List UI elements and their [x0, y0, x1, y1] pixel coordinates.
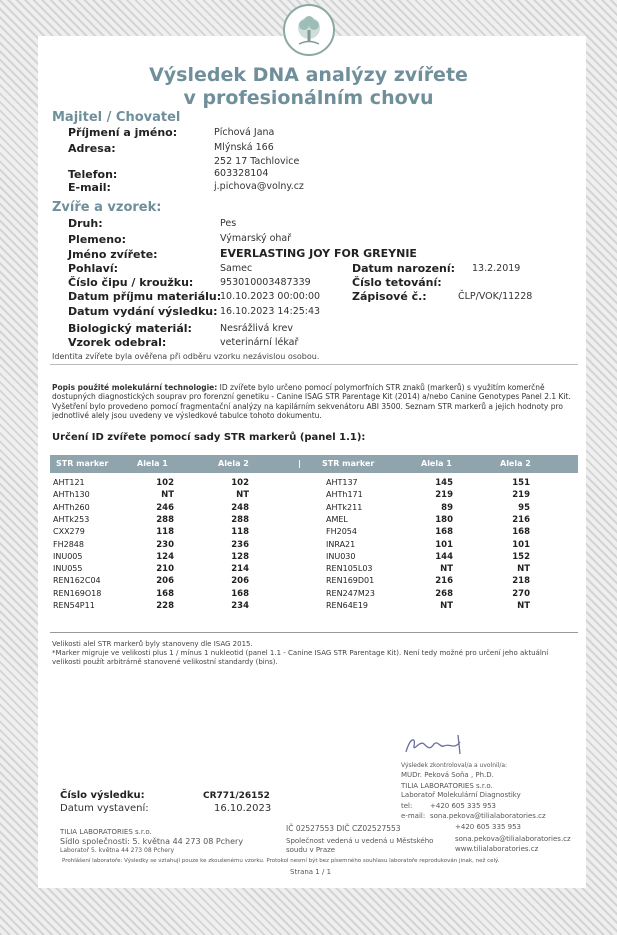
allele2-value: 206 — [231, 576, 249, 586]
chip-label: Číslo čipu / kroužku: — [68, 276, 194, 289]
footnote-1: Velikosti alel STR markerů byly stanoveny dle ISAG 2015. — [52, 640, 253, 648]
allele1-value: 168 — [435, 527, 453, 537]
chip-value: 953010003487339 — [220, 277, 311, 288]
str-marker-name: INU005 — [53, 552, 83, 561]
allele1-value: 246 — [156, 503, 174, 513]
page-number: Strana 1 / 1 — [290, 868, 332, 876]
allele1-value: 101 — [435, 540, 453, 550]
col-allele2-left: Alela 2 — [218, 459, 249, 468]
sampler-label: Vzorek odebral: — [68, 336, 167, 349]
allele2-value: 95 — [518, 503, 530, 513]
str-table-header — [50, 455, 578, 473]
str-marker-name: INRA21 — [326, 540, 356, 549]
str-marker-name: AHTh171 — [326, 490, 363, 499]
col-separator: | — [298, 459, 301, 468]
company-lab-address: Laboratoř 5. května 44 273 08 Pchery — [60, 847, 174, 854]
allele1-value: 180 — [435, 515, 453, 525]
str-marker-name: REN64E19 — [326, 601, 369, 610]
allele2-value: 214 — [231, 564, 249, 574]
issued-value: 16.10.2023 14:25:43 — [220, 306, 321, 317]
issue-date: 16.10.2023 — [214, 803, 272, 814]
allele2-value: NT — [517, 601, 530, 611]
allele2-value: 118 — [231, 527, 249, 537]
allele2-value: 101 — [512, 540, 530, 550]
allele1-value: 145 — [435, 478, 453, 488]
signatory-name: MUDr. Peková Soňa , Ph.D. — [401, 771, 494, 779]
signatory-line1: Výsledek zkontroloval/a a uvolnil/a: — [401, 762, 508, 769]
str-marker-name: REN54P11 — [53, 601, 95, 610]
str-marker-name: AHTh260 — [53, 503, 90, 512]
company-phone: +420 605 335 953 — [455, 823, 521, 831]
str-marker-name: AHTk253 — [53, 515, 90, 524]
owner-heading: Majitel / Chovatel — [52, 110, 181, 125]
lab-disclaimer: Prohlášení laboratoře: Výsledky se vztahují pouze ke zkoušenému vzorku. Protokol nesmí být bez písemného souhlasu laboratoře reprodukován jinak, než celý. — [62, 858, 500, 864]
owner-name-label: Příjmení a jméno: — [68, 126, 178, 139]
allele2-value: 248 — [231, 503, 249, 513]
allele2-value: 236 — [231, 540, 249, 550]
allele2-value: 168 — [512, 527, 530, 537]
allele1-value: 102 — [156, 478, 174, 488]
owner-phone: 603328104 — [214, 168, 269, 179]
str-marker-name: AHT137 — [326, 478, 358, 487]
allele2-value: 219 — [512, 490, 530, 500]
identity-note: Identita zvířete byla ověřena při odběru vzorku nezávislou osobou. — [52, 352, 320, 361]
birth-value: 13.2.2019 — [472, 263, 521, 274]
method-heading: Popis použité molekulární technologie: — [52, 383, 218, 392]
method-description — [52, 383, 578, 420]
allele1-value: 228 — [156, 601, 174, 611]
allele2-value: 218 — [512, 576, 530, 586]
str-marker-name: FH2848 — [53, 540, 84, 549]
signatory-lab: Laboratoř Molekulární Diagnostiky — [401, 791, 521, 799]
result-number-label: Číslo výsledku: — [60, 790, 145, 801]
issue-date-label: Datum vystavení: — [60, 803, 149, 814]
allele2-value: 151 — [512, 478, 530, 488]
registration-value: ČLP/VOK/11228 — [458, 291, 533, 302]
allele1-value: 210 — [156, 564, 174, 574]
col-allele1-left: Alela 1 — [137, 459, 168, 468]
owner-phone-label: Telefon: — [68, 168, 118, 181]
allele1-value: 219 — [435, 490, 453, 500]
allele1-value: 230 — [156, 540, 174, 550]
str-marker-name: AHTk211 — [326, 503, 363, 512]
breed-label: Plemeno: — [68, 233, 127, 246]
company-name: TILIA LABORATORIES s.r.o. — [60, 828, 152, 836]
issued-label: Datum vydání výsledku: — [68, 305, 218, 318]
allele2-value: NT — [517, 564, 530, 574]
str-marker-name: REN169D01 — [326, 576, 375, 585]
owner-email: j.pichova@volny.cz — [214, 181, 304, 192]
sex-value: Samec — [220, 263, 253, 274]
animal-name-label: Jméno zvířete: — [68, 248, 158, 261]
signatory-tel-label: tel: — [401, 802, 413, 810]
col-allele1-right: Alela 1 — [421, 459, 452, 468]
company-web: www.tilialaboratories.cz — [455, 845, 539, 853]
owner-email-label: E-mail: — [68, 181, 111, 194]
allele1-value: 144 — [435, 552, 453, 562]
owner-address-line1: Mlýnská 166 — [214, 142, 274, 153]
species-label: Druh: — [68, 217, 103, 230]
document-title-line2: v profesionálním chovu — [183, 87, 434, 109]
result-number: CR771/26152 — [203, 791, 270, 801]
tilia-logo — [283, 4, 335, 56]
allele2-value: 152 — [512, 552, 530, 562]
allele1-value: 124 — [156, 552, 174, 562]
received-value: 10.10.2023 00:00:00 — [220, 291, 321, 302]
signatory-email: sona.pekova@tilialaboratories.cz — [430, 812, 546, 820]
str-marker-name: REN162C04 — [53, 576, 101, 585]
allele2-value: 102 — [231, 478, 249, 488]
material-label: Biologický materiál: — [68, 322, 192, 335]
method-text: ID zvířete bylo určeno pomocí polymorfních STR znaků (markerů) s využitím komerčně dostupných diagnostických souprav pro forenzní genetiku - Canine ISAG STR Parentage Kit (2014) a/nebo Canine Genotypes Panel 2.1 Kit. Vyšetření bylo provedeno pomocí fragmentační analýzy na kapilárním sekvenátoru ABI 3500. Seznam STR markerů a jejich hodnoty pro jednotlivé alely jsou uvedeny ve výsledkové tabulce tohoto dokumentu. — [52, 383, 571, 420]
col-str-marker-right: STR marker — [322, 459, 375, 468]
str-marker-name: REN105L03 — [326, 564, 373, 573]
allele1-value: NT — [440, 564, 453, 574]
table-bottom-rule — [50, 632, 578, 633]
str-marker-name: AHTh130 — [53, 490, 90, 499]
allele1-value: 89 — [441, 503, 453, 513]
owner-address-label: Adresa: — [68, 142, 116, 155]
str-marker-name: INU030 — [326, 552, 356, 561]
table-title: Určení ID zvířete pomocí sady STR markerů (panel 1.1): — [52, 432, 366, 443]
sex-label: Pohlaví: — [68, 262, 118, 275]
allele1-value: 168 — [156, 589, 174, 599]
owner-address-line2: 252 17 Tachlovice — [214, 156, 300, 167]
col-allele2-right: Alela 2 — [500, 459, 531, 468]
allele1-value: 118 — [156, 527, 174, 537]
str-marker-name: AMEL — [326, 515, 348, 524]
col-str-marker-left: STR marker — [56, 459, 109, 468]
received-label: Datum příjmu materiálu: — [68, 290, 222, 303]
allele2-value: 288 — [231, 515, 249, 525]
owner-name: Píchová Jana — [214, 127, 275, 138]
str-marker-name: AHT121 — [53, 478, 85, 487]
tattoo-label: Číslo tetování: — [352, 276, 442, 289]
species-value: Pes — [220, 218, 237, 229]
allele1-value: 288 — [156, 515, 174, 525]
allele2-value: 128 — [231, 552, 249, 562]
document-title-line1: Výsledek DNA analýzy zvířete — [149, 64, 468, 86]
allele2-value: 216 — [512, 515, 530, 525]
allele2-value: 168 — [231, 589, 249, 599]
birth-label: Datum narození: — [352, 262, 456, 275]
allele2-value: 234 — [231, 601, 249, 611]
str-marker-name: INU055 — [53, 564, 83, 573]
company-register-1: Společnost vedená u vedená u Městského — [286, 837, 434, 845]
allele1-value: NT — [161, 490, 174, 500]
str-marker-name: FH2054 — [326, 527, 357, 536]
allele1-value: 206 — [156, 576, 174, 586]
signatory-email-label: e-mail: — [401, 812, 426, 820]
str-marker-name: REN169O18 — [53, 589, 102, 598]
allele1-value: 216 — [435, 576, 453, 586]
breed-value: Výmarský ohař — [220, 233, 292, 244]
divider — [50, 364, 578, 365]
signature-image — [400, 732, 470, 760]
str-marker-name: REN247M23 — [326, 589, 375, 598]
signatory-company: TILIA LABORATORIES s.r.o. — [401, 782, 493, 790]
animal-heading: Zvíře a vzorek: — [52, 200, 162, 215]
company-ic-dic: IČ 02527553 DIČ CZ02527553 — [286, 824, 401, 833]
company-seat: Sídlo společnosti: 5. května 44 273 08 Pchery — [60, 837, 244, 846]
footnote-2: *Marker migruje ve velikosti plus 1 / mínus 1 nukleotid (panel 1.1 - Canine ISAG STR Parentage Kit). Není tedy možné pro určení jeho aktuální velikosti použít arbitrárně stanovené velikostní standardy (bins). — [52, 649, 549, 666]
allele1-value: 268 — [435, 589, 453, 599]
str-marker-name: CXX279 — [53, 527, 85, 536]
allele1-value: NT — [440, 601, 453, 611]
company-email: sona.pekova@tilialaboratories.cz — [455, 835, 571, 843]
registration-label: Zápisové č.: — [352, 290, 427, 303]
signatory-tel: +420 605 335 953 — [430, 802, 496, 810]
animal-name-value: EVERLASTING JOY FOR GREYNIE — [220, 247, 417, 260]
company-register-2: soudu v Praze — [286, 846, 336, 854]
allele2-value: 270 — [512, 589, 530, 599]
material-value: Nesrážlivá krev — [220, 323, 294, 334]
sampler-value: veterinární lékař — [220, 337, 299, 348]
allele2-value: NT — [236, 490, 249, 500]
